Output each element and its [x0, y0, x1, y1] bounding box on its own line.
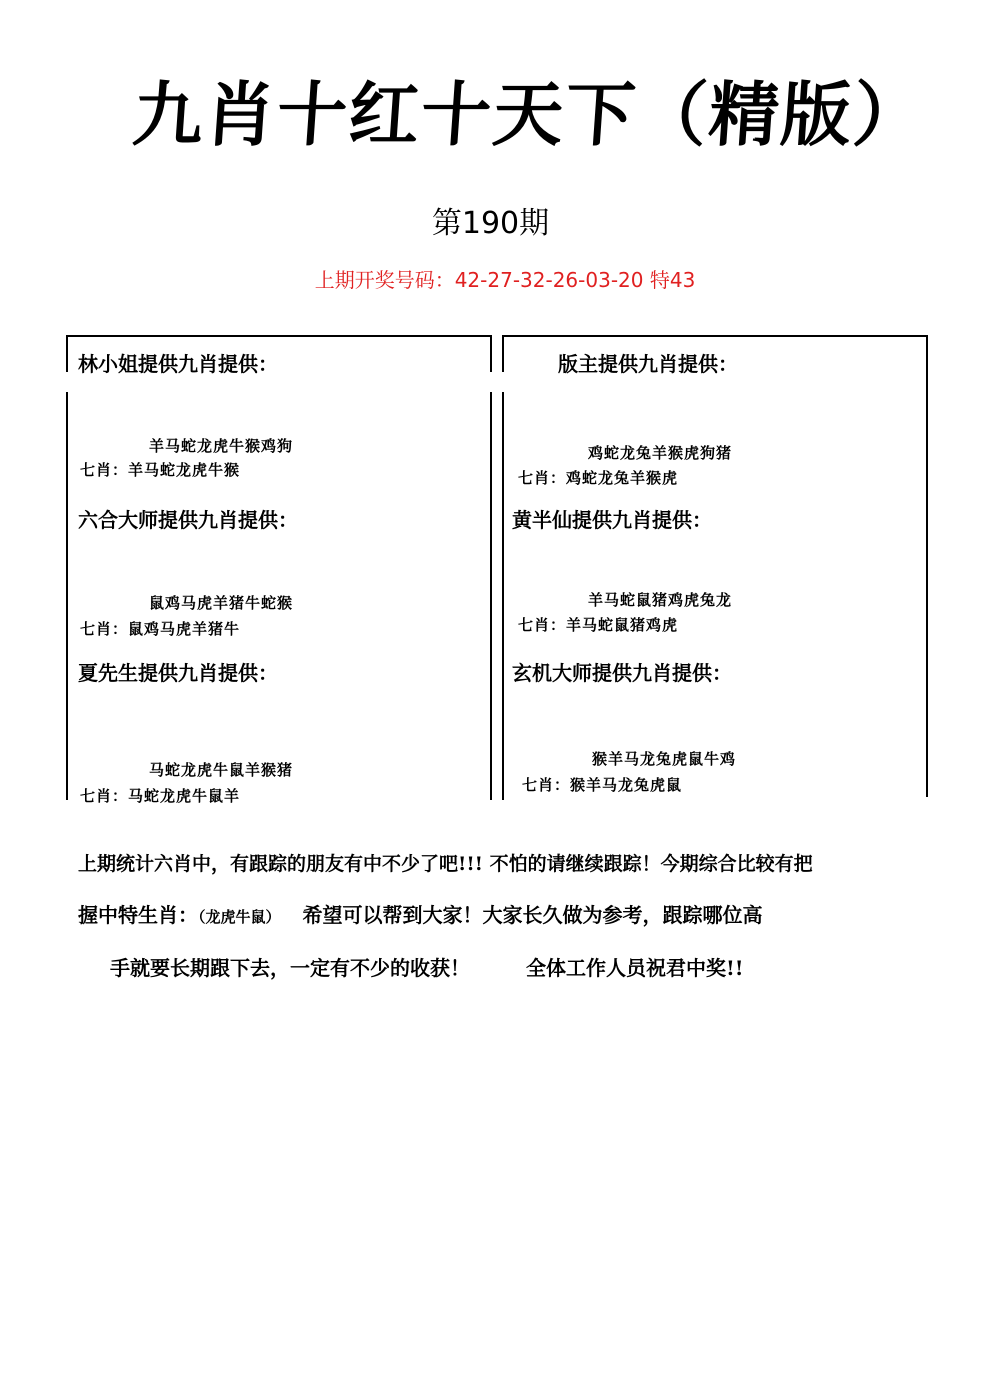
seven-zodiac-row	[80, 787, 240, 805]
seven-zodiac-row	[522, 776, 682, 794]
provider-heading: 黄半仙提供九肖提供：	[512, 508, 712, 532]
nine-zodiac-list: 马蛇龙虎牛鼠羊猴猪	[149, 761, 294, 779]
last-draw-numbers: 上期开奖号码：42-27-32-26-03-20 特43	[314, 268, 696, 292]
nine-zodiac-list: 鸡蛇龙兔羊猴虎狗猪	[588, 444, 733, 462]
nine-zodiac-list: 猴羊马龙兔虎鼠牛鸡	[592, 750, 737, 768]
provider-heading: 夏先生提供九肖提供：	[78, 661, 278, 685]
seven-zodiac-row	[518, 616, 678, 634]
seven-label: 七肖：	[80, 461, 129, 479]
seven-zodiac-list: 羊马蛇鼠猪鸡虎	[566, 616, 679, 634]
left-panel-left-border-lower	[66, 392, 68, 800]
issue-number: 第190期	[431, 206, 550, 241]
nine-zodiac-list: 羊马蛇龙虎牛猴鸡狗	[149, 437, 294, 455]
note-line-2-tail: 希望可以帮到大家！大家长久做为参考，跟踪哪位高	[302, 903, 763, 927]
seven-zodiac-list: 猴羊马龙兔虎鼠	[570, 776, 683, 794]
provider-heading: 玄机大师提供九肖提供：	[512, 661, 732, 685]
seven-label: 七肖：	[518, 616, 567, 634]
note-line-1: 上期统计六肖中，有跟踪的朋友有中不少了吧!!! 不怕的请继续跟踪！今期综合比较有把	[78, 853, 813, 875]
nine-zodiac-list: 鼠鸡马虎羊猪牛蛇猴	[149, 594, 294, 612]
note-line-2	[78, 903, 763, 929]
seven-zodiac-list: 羊马蛇龙虎牛猴	[128, 461, 241, 479]
left-panel-top-border	[66, 335, 490, 337]
seven-zodiac-row	[518, 469, 678, 487]
right-panel-top-border	[502, 335, 926, 337]
provider-heading: 版主提供九肖提供：	[558, 352, 738, 376]
note-line-3	[110, 956, 744, 980]
provider-heading: 六合大师提供九肖提供：	[78, 508, 298, 532]
seven-label: 七肖：	[522, 776, 571, 794]
closing-wish: 全体工作人员祝君中奖!!	[526, 956, 744, 980]
seven-label: 七肖：	[80, 620, 129, 638]
left-panel-right-border-lower	[490, 392, 492, 800]
seven-zodiac-list: 鼠鸡马虎羊猪牛	[128, 620, 241, 638]
right-panel-left-border	[502, 335, 504, 372]
right-panel-right-border	[926, 335, 928, 797]
left-panel-right-border	[490, 335, 492, 372]
seven-zodiac-list: 马蛇龙虎牛鼠羊	[128, 787, 241, 805]
note-line-3-lead: 手就要长期跟下去，一定有不少的收获！	[110, 956, 470, 980]
seven-zodiac-list: 鸡蛇龙兔羊猴虎	[566, 469, 679, 487]
left-panel-left-border	[66, 335, 68, 372]
page-title: 九肖十红十天下（精版）	[130, 74, 928, 156]
seven-zodiac-row	[80, 461, 240, 479]
provider-heading: 林小姐提供九肖提供：	[78, 352, 278, 376]
note-line-2-lead: 握中特生肖：	[78, 903, 198, 927]
nine-zodiac-list: 羊马蛇鼠猪鸡虎兔龙	[588, 591, 733, 609]
highlight-zodiacs: （龙虎牛鼠）	[198, 908, 281, 926]
right-panel-left-border-lower	[502, 392, 504, 800]
seven-label: 七肖：	[518, 469, 567, 487]
seven-zodiac-row	[80, 620, 240, 638]
seven-label: 七肖：	[80, 787, 129, 805]
